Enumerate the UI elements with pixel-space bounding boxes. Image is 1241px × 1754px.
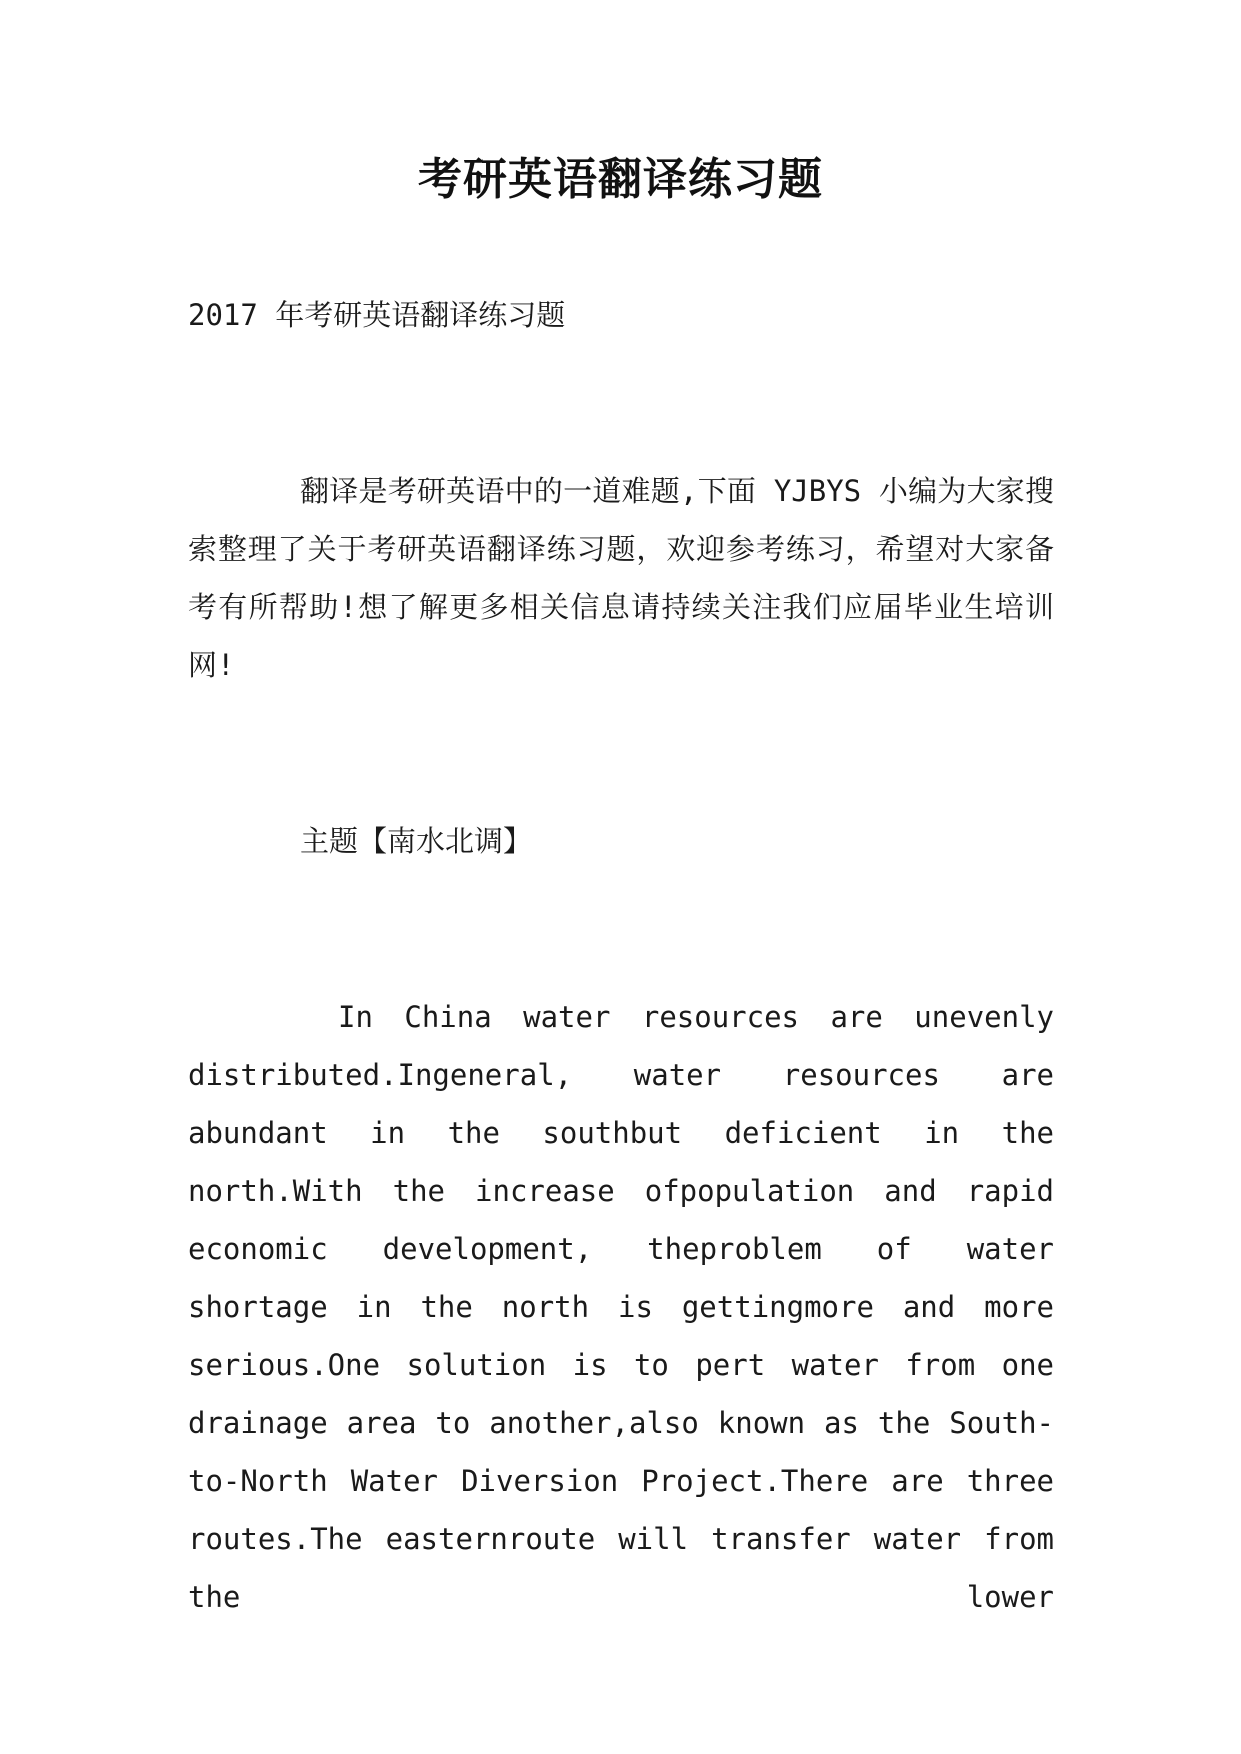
english-paragraph: In China water resources are unevenly distributed.Ingeneral, water resources are abundant in the southbut deficient in the north.With the increase ofpopulation and rapid economic development, theproblem of water shortage in the north is gettingmore and more serious.One solution is to pert water from one drainage area to another,also known as the South-to-North Water Diversion Project.There are three routes.The easternroute will transfer water from the lower — [188, 1000, 1054, 1614]
document-title: 考研英语翻译练习题 — [418, 154, 823, 205]
intro-paragraph: 翻译是考研英语中的一道难题,下面 YJBYS 小编为大家搜索整理了关于考研英语翻译练习题，欢迎参考练习，希望对大家备考有所帮助!想了解更多相关信息请持续关注我们应届毕业生培训网! — [188, 474, 1054, 682]
document-subtitle: 2017 年考研英语翻译练习题 — [188, 298, 566, 332]
topic-heading: 主题【南水北调】 — [300, 824, 533, 858]
